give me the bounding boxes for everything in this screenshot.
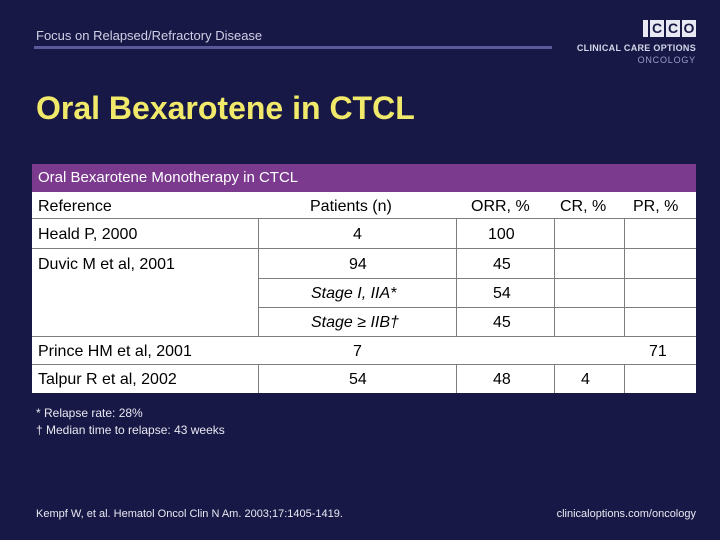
row-divider: [32, 336, 696, 337]
logo-letter-c1: C: [651, 20, 663, 36]
column-header-cr: CR, %: [560, 198, 607, 215]
table-cell-orr: 45: [493, 314, 511, 331]
table-cell-patients: 7: [353, 343, 362, 360]
column-header-patients: Patients (n): [310, 198, 392, 215]
column-divider: [554, 364, 555, 393]
results-table: [32, 164, 696, 393]
row-divider: [258, 278, 696, 279]
citation: Kempf W, et al. Hematol Oncol Clin N Am. 2003;17:1405-1419.: [36, 508, 343, 520]
cco-logo: [574, 20, 700, 68]
row-divider: [32, 218, 696, 219]
table-cell-pr: 71: [649, 343, 667, 360]
table-cell-patients: 94: [349, 256, 367, 273]
footnote-relapse-rate: * Relapse rate: 28%: [36, 406, 143, 420]
table-cell-orr: 45: [493, 256, 511, 273]
column-header-orr: ORR, %: [471, 198, 530, 215]
column-header-pr: PR, %: [633, 198, 679, 215]
column-divider: [624, 218, 625, 336]
table-cell-patients: 4: [353, 226, 362, 243]
logo-mark: [643, 20, 696, 37]
row-divider: [258, 307, 696, 308]
table-cell-patients: 54: [349, 371, 367, 388]
column-divider: [554, 218, 555, 336]
column-divider: [258, 218, 259, 336]
table-cell-subgroup: Stage ≥ IIB†: [311, 314, 399, 331]
table-caption-text: Oral Bexarotene Monotherapy in CTCL: [38, 169, 299, 186]
table-cell-reference: Talpur R et al, 2002: [38, 371, 177, 388]
column-divider: [624, 364, 625, 393]
table-cell-cr: 4: [581, 371, 590, 388]
logo-letter-c2: C: [667, 20, 679, 36]
row-divider: [32, 248, 696, 249]
logo-bar: [643, 20, 648, 37]
column-divider: [456, 364, 457, 393]
column-header-reference: Reference: [38, 198, 112, 215]
logo-name: CLINICAL CARE OPTIONS: [576, 43, 696, 53]
table-cell-orr: 54: [493, 285, 511, 302]
slide-title: Oral Bexarotene in CTCL: [36, 90, 415, 126]
table-cell-orr: 48: [493, 371, 511, 388]
table-cell-reference: Heald P, 2000: [38, 226, 138, 243]
logo-subtitle: ONCOLOGY: [637, 55, 696, 65]
slide-topic: Focus on Relapsed/Refractory Disease: [36, 28, 263, 43]
table-cell-subgroup: Stage I, IIA*: [311, 285, 397, 302]
table-cell-reference: Prince HM et al, 2001: [38, 343, 192, 360]
header-divider: [34, 46, 552, 49]
table-caption: [32, 164, 696, 192]
column-divider: [258, 364, 259, 393]
column-divider: [456, 218, 457, 336]
row-divider: [32, 364, 696, 365]
table-cell-orr: 100: [488, 226, 515, 243]
footer-url[interactable]: clinicaloptions.com/oncology: [556, 508, 696, 520]
logo-letter-o: O: [683, 20, 695, 36]
table-cell-reference: Duvic M et al, 2001: [38, 256, 175, 273]
footnote-median-time: † Median time to relapse: 43 weeks: [36, 423, 225, 437]
